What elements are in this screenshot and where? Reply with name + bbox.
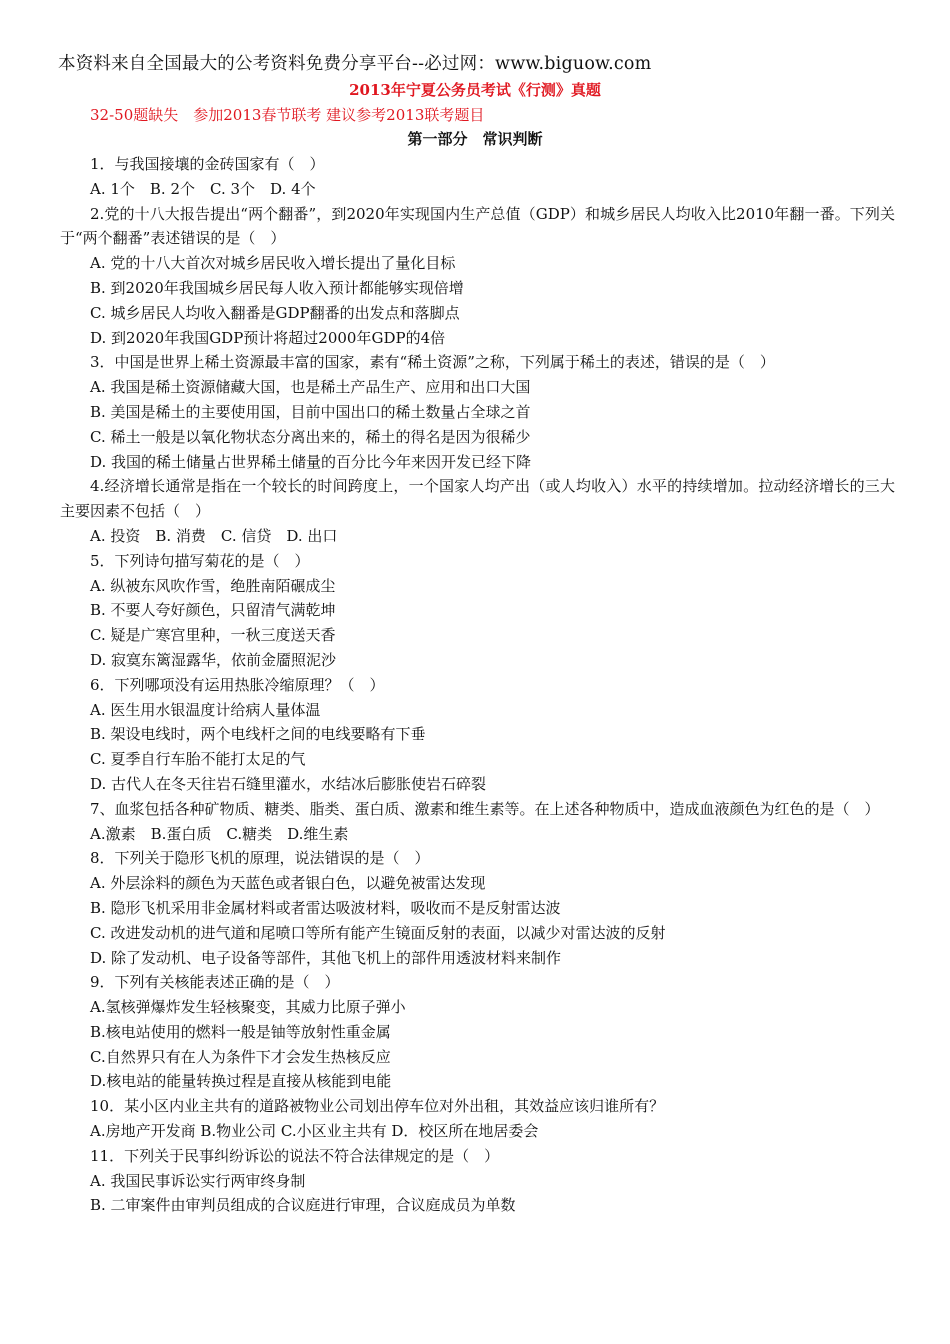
question-8-option-c: C. 改进发动机的进气道和尾喷口等所有能产生镜面反射的表面，以减少对雷达波的反射 <box>90 923 666 942</box>
question-4: 4.经济增长通常是指在一个较长的时间跨度上，一个国家人均产出（或人均收入）水平的持续增加。拉动经济增长的三大主要因素不包括（ ） <box>60 477 895 521</box>
question-8: 8．下列关于隐形飞机的原理，说法错误的是（ ） <box>90 849 430 868</box>
question-3: 3．中国是世界上稀土资源最丰富的国家，素有“稀土资源”之称，下列属于稀土的表述，错误的是（ ） <box>90 353 775 372</box>
question-11-option-a: A. 我国民事诉讼实行两审终身制 <box>90 1171 306 1190</box>
document-title: 2013年宁夏公务员考试《行测》真题 <box>349 81 601 99</box>
question-10: 10．某小区内业主共有的道路被物业公司划出停车位对外出租，其效益应该归谁所有？ <box>90 1097 665 1116</box>
question-8-option-a: A. 外层涂料的颜色为天蓝色或者银白色，以避免被雷达发现 <box>90 874 486 893</box>
question-4-options: A. 投资 B. 消费 C. 信贷 D. 出口 <box>90 526 338 545</box>
question-6-option-c: C. 夏季自行车胎不能打太足的气 <box>90 750 306 769</box>
question-9-option-c: C.自然界只有在人为条件下才会发生热核反应 <box>90 1047 391 1066</box>
question-list <box>60 152 895 1218</box>
question-9-option-a: A.氢核弹爆炸发生轻核聚变，其威力比原子弹小 <box>90 998 406 1017</box>
question-11-option-b: B. 二审案件由审判员组成的合议庭进行审理，合议庭成员为单数 <box>90 1196 516 1215</box>
question-1: 1．与我国接壤的金砖国家有（ ） <box>90 155 325 173</box>
question-10-options: A.房地产开发商 B.物业公司 C.小区业主共有 D．校区所在地居委会 <box>90 1122 539 1141</box>
question-6-option-a: A. 医生用水银温度计给病人量体温 <box>90 700 321 719</box>
question-7: 7、血浆包括各种矿物质、糖类、脂类、蛋白质、激素和维生素等。在上述各种物质中，造成血液颜色为红色的是（ ） <box>90 799 880 818</box>
question-8-option-d: D. 除了发动机、电子设备等部件，其他飞机上的部件用透波材料来制作 <box>90 948 562 967</box>
question-5: 5．下列诗句描写菊花的是（ ） <box>90 551 310 570</box>
question-5-option-d: D. 寂寞东篱湿露华，依前金靥照泥沙 <box>90 650 337 669</box>
question-6-option-d: D. 古代人在冬天往岩石缝里灌水，水结冰后膨胀使岩石碎裂 <box>90 774 487 793</box>
question-8-option-b: B. 隐形飞机采用非金属材料或者雷达吸波材料，吸收而不是反射雷达波 <box>90 898 561 917</box>
question-2-option-d: D. 到2020年我国GDP预计将超过2000年GDP的4倍 <box>90 328 446 347</box>
question-2-option-c: C. 城乡居民人均收入翻番是GDP翻番的出发点和落脚点 <box>90 303 460 322</box>
question-11: 11．下列关于民事纠纷诉讼的说法不符合法律规定的是（ ） <box>90 1146 500 1165</box>
source-header: 本资料来自全国最大的公考资料免费分享平台--必过网：www.biguow.com <box>58 54 652 74</box>
missing-questions-note: 32-50题缺失 参加2013春节联考 建议参考2013联考题目 <box>90 106 485 124</box>
question-9-option-b: B.核电站使用的燃料一般是铀等放射性重金属 <box>90 1022 391 1041</box>
question-6-option-b: B. 架设电线时，两个电线杆之间的电线要略有下垂 <box>90 725 426 744</box>
question-5-option-c: C. 疑是广寒宫里种，一秋三度送天香 <box>90 626 336 645</box>
question-5-option-b: B. 不要人夸好颜色，只留清气满乾坤 <box>90 601 336 620</box>
question-6: 6．下列哪项没有运用热胀冷缩原理？（ ） <box>90 675 385 694</box>
question-1-options: A. 1个 B. 2个 C. 3个 D. 4个 <box>90 179 316 198</box>
question-3-option-b: B. 美国是稀土的主要使用国，目前中国出口的稀土数量占全球之首 <box>90 402 531 421</box>
question-3-option-d: D. 我国的稀土储量占世界稀土储量的百分比今年来因开发已经下降 <box>90 452 532 471</box>
question-2: 2.党的十八大报告提出“两个翻番”，到2020年实现国内生产总值（GDP）和城乡居民人均收入比2010年翻一番。下列关于“两个翻番”表述错误的是（ ） <box>60 204 895 248</box>
section-title: 第一部分 常识判断 <box>407 130 543 148</box>
question-5-option-a: A. 纵被东风吹作雪，绝胜南陌碾成尘 <box>90 576 336 595</box>
question-3-option-a: A. 我国是稀土资源储藏大国，也是稀土产品生产、应用和出口大国 <box>90 378 531 397</box>
question-2-option-b: B. 到2020年我国城乡居民每人收入预计都能够实现倍增 <box>90 278 464 297</box>
question-7-options: A.激素 B.蛋白质 C.糖类 D.维生素 <box>90 824 349 843</box>
question-2-option-a: A. 党的十八大首次对城乡居民收入增长提出了量化目标 <box>90 254 456 273</box>
question-3-option-c: C. 稀土一般是以氧化物状态分离出来的，稀土的得名是因为很稀少 <box>90 427 531 446</box>
question-9: 9．下列有关核能表述正确的是（ ） <box>90 973 340 992</box>
question-9-option-d: D.核电站的能量转换过程是直接从核能到电能 <box>90 1072 392 1091</box>
